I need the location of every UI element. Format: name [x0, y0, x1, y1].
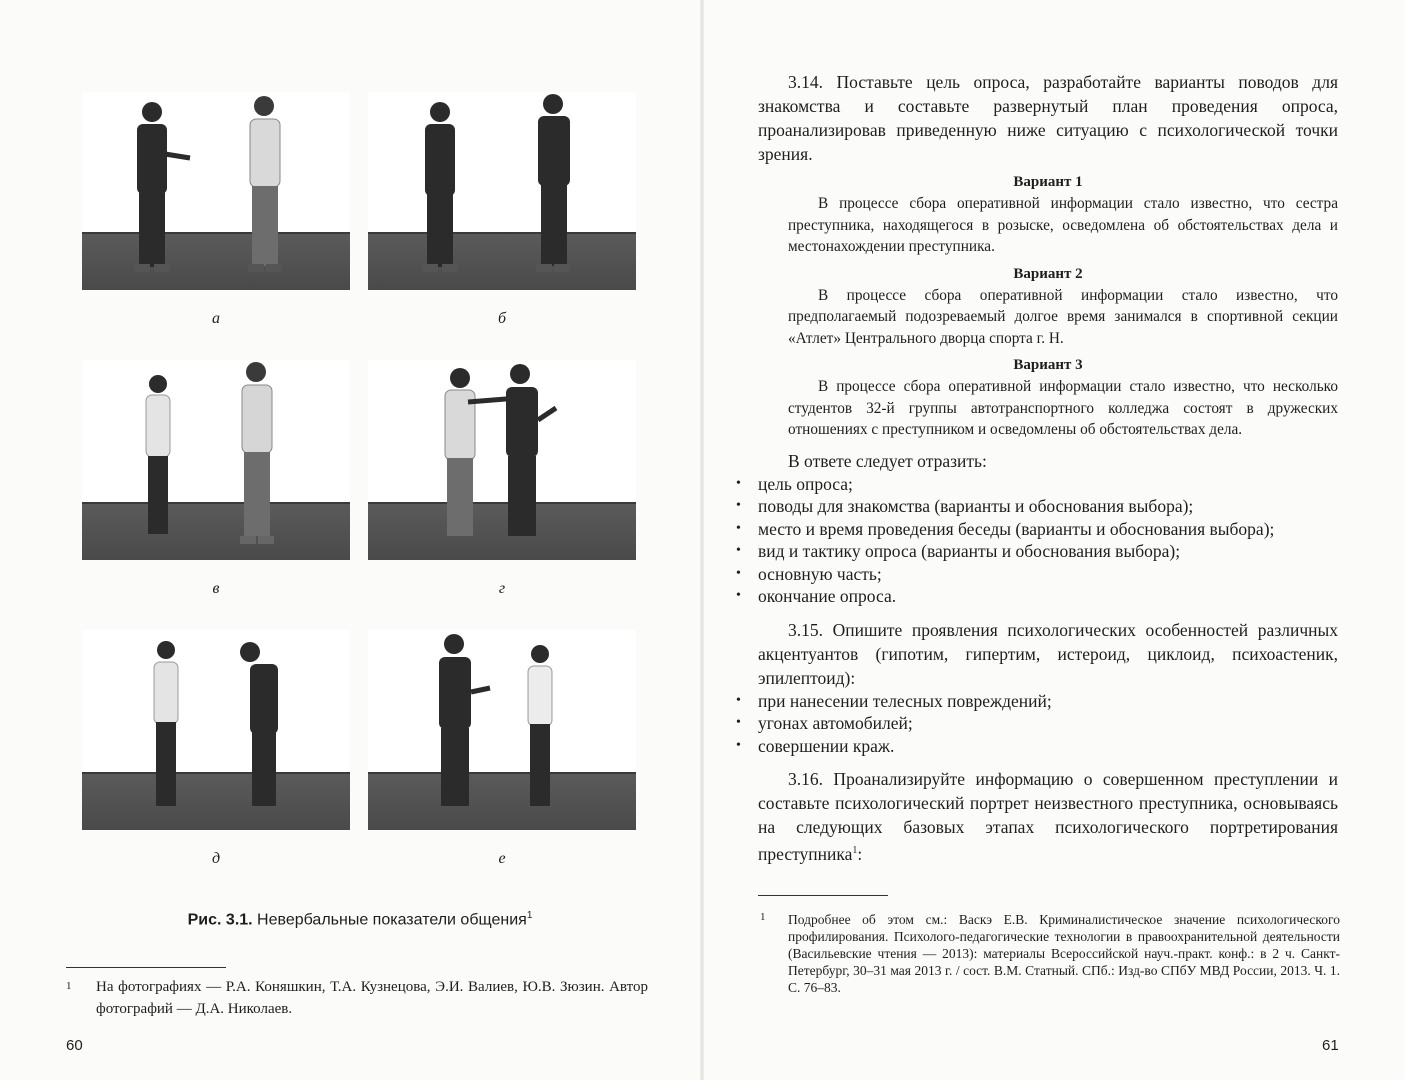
task-3-16-text: 3.16. Проанализируйте информацию о совершенном преступлении и составьте психологический портрет неизвестного преступника, основываясь на следующих базовых этапах психологического портретирования преступника — [758, 769, 1338, 864]
task-3-14: 3.14. Поставьте цель опроса, разработайте варианты поводов для знакомства и составьте развернутый план проведения опроса, проанализировав приведенную ниже ситуацию с психологической точки зрения. — [758, 72, 1338, 164]
right-footnote-mark: 1 — [760, 911, 766, 923]
figure-label-a: а — [212, 310, 220, 327]
figure-label-b: б — [497, 310, 507, 327]
photo-v — [82, 360, 350, 560]
left-footnote-text: На фотографиях — Р.А. Коняшкин, Т.А. Кузнецова, Э.И. Валиев, Ю.В. Зюзин. Автор фотографий — Д.А. Николаев. — [96, 979, 648, 1017]
variant-1 — [758, 174, 1338, 258]
task-3-16 — [758, 767, 1338, 866]
answer-intro: В ответе следует отразить: — [788, 450, 987, 471]
figure-label-e: е — [498, 850, 506, 867]
right-footnote-rule — [758, 895, 888, 896]
photo-b — [368, 92, 636, 290]
left-footnote-mark: 1 — [66, 980, 72, 992]
variant-2-title: Вариант 2 — [1013, 265, 1083, 282]
answer-list — [758, 473, 1338, 608]
book-gutter — [700, 0, 704, 1080]
right-page-body — [758, 70, 1338, 866]
list-item: • вид и тактику опроса (варианты и обоснования выбора); — [758, 540, 1338, 563]
figure-caption-text: Невербальные показатели общения — [252, 911, 527, 929]
list-item: • угонах автомобилей; — [758, 712, 1338, 735]
photo-g — [368, 360, 636, 560]
photo-e — [368, 630, 636, 830]
left-page — [0, 0, 702, 1080]
variant-1-body: В процессе сбора оперативной информации стало известно, что сестра преступника, находящегося в розыске, осведомлена об обстоятельствах дела и местонахождении преступника. — [788, 195, 1338, 255]
variant-3-title: Вариант 3 — [1013, 357, 1083, 373]
figure-caption — [80, 910, 640, 929]
left-page-number: 60 — [66, 1037, 83, 1054]
figure-label-v: в — [212, 580, 220, 597]
task-3-15: 3.15. Опишите проявления психологических особенностей различных акцентуантов (гипотим, гипертим, истероид, циклоид, психоастеник, эпилептоид): — [758, 619, 1338, 688]
list-item: • поводы для знакомства (варианты и обоснования выбора); — [758, 495, 1338, 518]
photo-a — [82, 92, 350, 290]
list-item: • место и время проведения беседы (варианты и обоснования выбора); — [758, 518, 1338, 541]
list-item: • основную часть; — [758, 563, 1338, 586]
list-item: • окончание опроса. — [758, 585, 1338, 608]
figure-label-g: г — [498, 580, 506, 597]
right-footnote-text: Подробнее об этом см.: Васкэ Е.В. Криминалистическое значение психологического профилирования. Психолого-педагогические технологии в правоохранительной деятельности (Васильевские чтения — 2013): материалы Всероссийской науч.-практ. конф.: в 2 ч. Санкт-Петербург, 30–31 мая 2013 г. / сост. В.М. Статный. СПб.: Изд-во СПбУ МВД России, 2013. Ч. 1. С. 76–83. — [788, 912, 1340, 995]
list-item: • совершении краж. — [758, 735, 1338, 758]
variant-3-body: В процессе сбора оперативной информации стало известно, что несколько студентов 32-й группы автотранспортного колледжа состоят в дружеских отношениях с преступником и осведомлены об обстоятельствах дела. — [788, 378, 1338, 438]
variant-2 — [758, 266, 1338, 350]
task-3-16-end: : — [857, 843, 863, 864]
figure-caption-label: Рис. 3.1. — [187, 911, 253, 929]
variant-1-title: Вариант 1 — [1013, 174, 1083, 190]
right-page-number: 61 — [1322, 1037, 1339, 1054]
list-item: • цель опроса; — [758, 473, 1338, 496]
photo-d — [82, 630, 350, 830]
task-3-15-list — [758, 690, 1338, 758]
variant-3 — [758, 357, 1338, 441]
figure-caption-footnote-ref: 1 — [526, 910, 533, 921]
list-item: • при нанесении телесных повреждений; — [758, 690, 1338, 713]
variant-2-body: В процессе сбора оперативной информации стало известно, что предполагаемый подозреваемый долгое время занимался в спортивной секции «Атлет» Центрального дворца спорта г. Н. — [788, 286, 1338, 347]
figure-label-d: д — [211, 850, 221, 867]
left-footnote-rule — [66, 967, 226, 968]
task-3-16-footnote-ref: 1 — [852, 845, 858, 856]
